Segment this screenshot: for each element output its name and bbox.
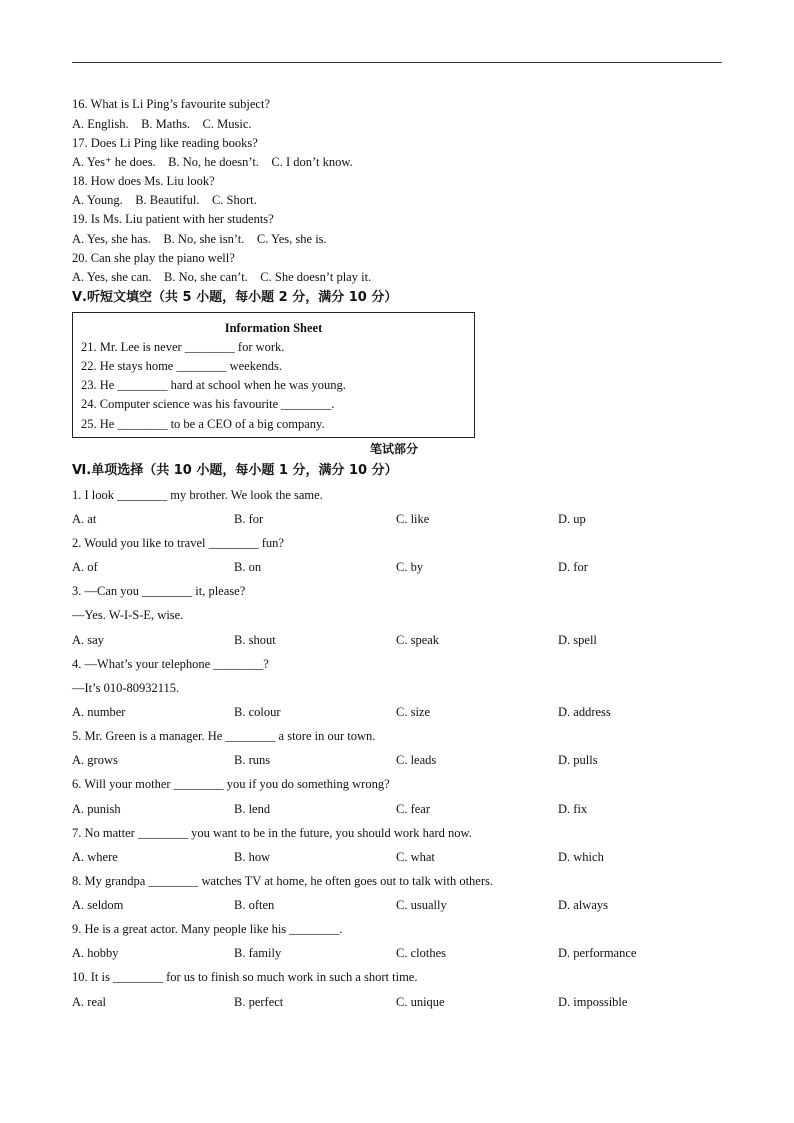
mc-question-10: 10. It is ________ for us to finish so much work in such a short time. (72, 970, 418, 984)
option-d: D. fix (558, 802, 588, 816)
option-d: D. pulls (558, 753, 598, 767)
mc-question-5: 5. Mr. Green is a manager. He ________ a store in our town. (72, 729, 376, 743)
option-c: C. size (396, 705, 431, 719)
question-17-options: A. Yes⁺ he does. B. No, he doesn’t. C. I don’t know. (72, 155, 353, 169)
option-b: B. on (234, 560, 262, 574)
mc-options-3 (72, 632, 722, 648)
option-c: C. unique (396, 995, 445, 1009)
option-b: B. perfect (234, 995, 284, 1009)
option-d: D. performance (558, 946, 637, 960)
mc-question-7: 7. No matter ________ you want to be in the future, you should work hard now. (72, 826, 472, 840)
question-20-options: A. Yes, she can. B. No, she can’t. C. She doesn’t play it. (72, 270, 372, 284)
section-5-heading: Ⅴ.听短文填空（共 5 小题，每小题 2 分，满分 10 分） (72, 290, 398, 305)
mc-options-7 (72, 849, 722, 865)
option-b: B. for (234, 512, 264, 526)
option-d: D. which (558, 850, 604, 864)
mc-question-9: 9. He is a great actor. Many people like his ________. (72, 922, 343, 936)
option-c: C. speak (396, 633, 440, 647)
option-c: C. fear (396, 802, 431, 816)
option-b: B. runs (234, 753, 271, 767)
mc-question-3-reply: —Yes. W-I-S-E, wise. (72, 608, 184, 622)
option-a: A. of (72, 560, 98, 574)
option-b: B. family (234, 946, 282, 960)
mc-options-8 (72, 897, 722, 913)
question-20: 20. Can she play the piano well? (72, 251, 235, 265)
option-c: C. by (396, 560, 424, 574)
mc-options-9 (72, 945, 722, 961)
option-a: A. seldom (72, 898, 124, 912)
option-d: D. impossible (558, 995, 628, 1009)
information-sheet-box (72, 312, 475, 438)
option-a: A. say (72, 633, 104, 647)
mc-question-8: 8. My grandpa ________ watches TV at home, he often goes out to talk with others. (72, 874, 493, 888)
question-16-options: A. English. B. Maths. C. Music. (72, 117, 252, 131)
fill-blank-24: 24. Computer science was his favourite ________. (81, 397, 335, 411)
fill-blank-25: 25. He ________ to be a CEO of a big company. (81, 417, 325, 431)
question-18: 18. How does Ms. Liu look? (72, 174, 215, 188)
written-part-label: 笔试部分 (370, 442, 419, 456)
option-b: B. often (234, 898, 275, 912)
option-b: B. how (234, 850, 271, 864)
mc-question-4: 4. —What’s your telephone ________? (72, 657, 269, 671)
option-d: D. spell (558, 633, 597, 647)
mc-options-1 (72, 511, 722, 527)
header-rule (72, 62, 722, 63)
mc-question-4-reply: —It’s 010-80932115. (72, 681, 180, 695)
question-17: 17. Does Li Ping like reading books? (72, 136, 258, 150)
option-a: A. real (72, 995, 107, 1009)
option-c: C. what (396, 850, 435, 864)
option-d: D. up (558, 512, 586, 526)
option-c: C. usually (396, 898, 447, 912)
option-a: A. punish (72, 802, 121, 816)
mc-options-2 (72, 559, 722, 575)
fill-blank-23: 23. He ________ hard at school when he was young. (81, 378, 346, 392)
option-c: C. clothes (396, 946, 446, 960)
option-a: A. hobby (72, 946, 119, 960)
option-b: B. colour (234, 705, 281, 719)
fill-blank-22: 22. He stays home ________ weekends. (81, 359, 283, 373)
option-a: A. grows (72, 753, 118, 767)
option-c: C. leads (396, 753, 437, 767)
fill-blank-21: 21. Mr. Lee is never ________ for work. (81, 340, 285, 354)
option-d: D. always (558, 898, 608, 912)
mc-question-3: 3. —Can you ________ it, please? (72, 584, 246, 598)
mc-options-10 (72, 994, 722, 1010)
mc-question-6: 6. Will your mother ________ you if you do something wrong? (72, 777, 390, 791)
question-19-options: A. Yes, she has. B. No, she isn’t. C. Yes, she is. (72, 232, 327, 246)
section-6-heading: Ⅵ.单项选择（共 10 小题，每小题 1 分，满分 10 分） (72, 463, 398, 478)
option-d: D. address (558, 705, 611, 719)
mc-options-6 (72, 801, 722, 817)
option-a: A. number (72, 705, 126, 719)
option-b: B. shout (234, 633, 276, 647)
mc-question-1: 1. I look ________ my brother. We look the same. (72, 488, 323, 502)
mc-options-4 (72, 704, 722, 720)
question-16: 16. What is Li Ping’s favourite subject? (72, 97, 270, 111)
option-c: C. like (396, 512, 430, 526)
question-19: 19. Is Ms. Liu patient with her students? (72, 212, 274, 226)
option-b: B. lend (234, 802, 271, 816)
mc-question-2: 2. Would you like to travel ________ fun? (72, 536, 284, 550)
option-a: A. at (72, 512, 97, 526)
question-18-options: A. Young. B. Beautiful. C. Short. (72, 193, 257, 207)
information-sheet-title: Information Sheet (224, 321, 323, 335)
option-a: A. where (72, 850, 118, 864)
option-d: D. for (558, 560, 588, 574)
mc-options-5 (72, 752, 722, 768)
